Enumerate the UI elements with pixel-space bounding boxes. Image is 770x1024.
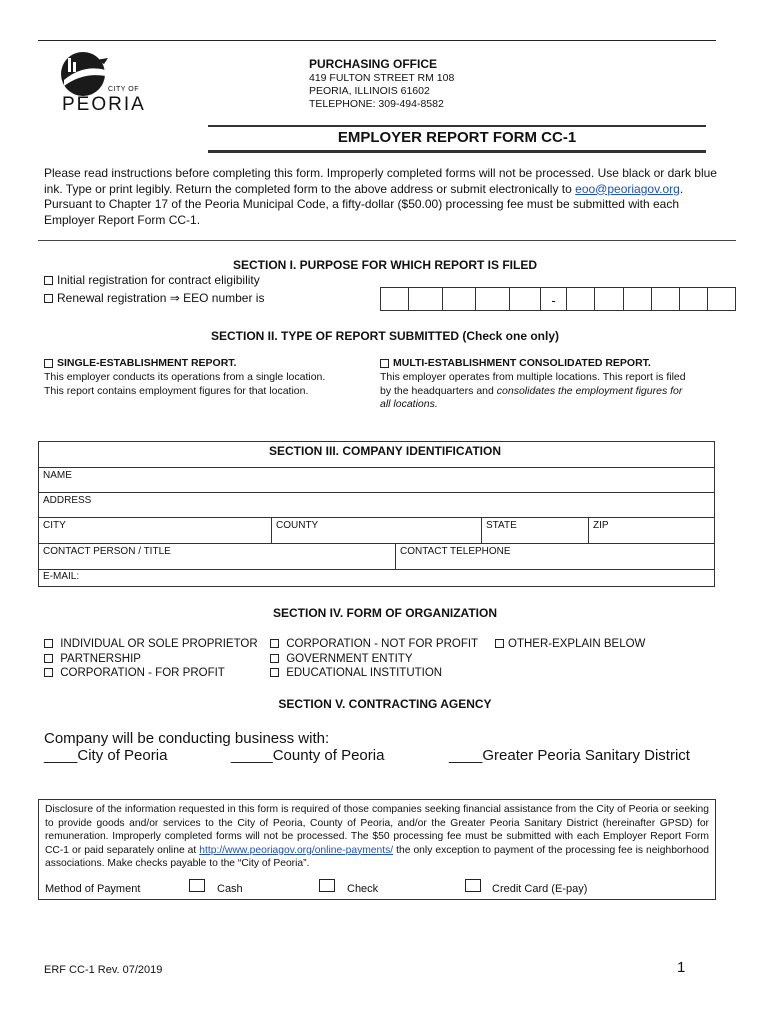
- single-text: This employer conducts its operations from a single location. This report contains employment figures for that location.: [44, 371, 326, 397]
- state-field[interactable]: [481, 517, 589, 544]
- intro-rule: [38, 240, 736, 241]
- multi-text-b: consolidates the employment figures for all locations.: [380, 384, 683, 410]
- disclosure-part1: Disclosure of the information requested in this form is required of those companies seeking financial assistance from the City of Peoria or seeking to provide goods and/or services to the City of Peoria, County of Peoria, and/or the Greater Peoria Sanitary District (hereinafter GPSD) for remuneration. Improperly completed forms will not be processed. The $50 processing fee must be submitted with each Employer Report Form CC-1 or paid separately online at: [45, 804, 709, 856]
- intro-text: [44, 166, 728, 228]
- intro-part2: . Pursuant to Chapter 17 of the Peoria Municipal Code, a fifty-dollar ($50.00) processing fee must be submitted with each Employer Report Form CC-1.: [44, 181, 684, 227]
- org-option[interactable]: [44, 637, 258, 652]
- agency-lead: Company will be conducting business with:: [44, 730, 330, 747]
- office-address-2: PEORIA, ILLINOIS 61602: [309, 85, 430, 97]
- credit-card-label: Credit Card (E-pay): [492, 883, 588, 895]
- logo-city-of: CITY OF: [108, 86, 139, 93]
- single-checkbox[interactable]: [44, 359, 53, 368]
- name-label: NAME: [43, 470, 72, 481]
- section2-title: SECTION II. TYPE OF REPORT SUBMITTED (Check one only): [210, 329, 560, 343]
- multi-establishment-option[interactable]: [380, 357, 700, 412]
- county-label: COUNTY: [276, 520, 319, 531]
- single-establishment-option[interactable]: [44, 357, 344, 398]
- org-option[interactable]: [44, 666, 258, 681]
- org-col2: [270, 637, 478, 681]
- eeo-digit-box[interactable]: [566, 287, 595, 311]
- org-option[interactable]: [270, 666, 478, 681]
- section4-title: SECTION IV. FORM OF ORGANIZATION: [272, 606, 497, 620]
- disclosure-box: [38, 799, 716, 900]
- org-label: PARTNERSHIP: [60, 652, 141, 665]
- peoria-logo: [56, 50, 156, 116]
- opt-renewal-registration[interactable]: [44, 291, 264, 305]
- eeo-digit-box[interactable]: [651, 287, 680, 311]
- multi-checkbox[interactable]: [380, 359, 389, 368]
- intro-email-link[interactable]: eoo@peoriagov.org: [575, 181, 680, 196]
- org-checkbox[interactable]: [270, 668, 279, 677]
- disclosure-part2: the only exception to payment of the processing fee is neighborhood associations. Make checks payable to the “City of Peoria”.: [45, 844, 709, 869]
- agency-gpsd-option[interactable]: ____Greater Peoria Sanitary District: [449, 747, 690, 764]
- org-checkbox[interactable]: [44, 668, 53, 677]
- org-label: CORPORATION - NOT FOR PROFIT: [286, 638, 479, 650]
- online-payments-link[interactable]: http://www.peoriagov.org/online-payments/: [199, 844, 394, 856]
- disclosure-text: [45, 803, 709, 871]
- cash-label: Cash: [217, 883, 243, 895]
- org-label: EDUCATIONAL INSTITUTION: [286, 667, 443, 679]
- org-option[interactable]: [270, 637, 478, 652]
- intro-part1: Please read instructions before completing this form. Improperly completed forms will not be processed. Use black or dark blue ink. Type or print legibly. Return the completed form to the above address or submit electronically to: [44, 166, 717, 196]
- office-name: PURCHASING OFFICE: [309, 57, 438, 71]
- county-field[interactable]: [271, 517, 482, 544]
- org-col1: [44, 637, 258, 681]
- renewal-checkbox[interactable]: [44, 294, 53, 303]
- initial-checkbox[interactable]: [44, 276, 53, 285]
- org-checkbox[interactable]: [495, 639, 504, 648]
- eeo-digit-box[interactable]: [442, 287, 476, 311]
- office-address-1: 419 FULTON STREET RM 108: [309, 72, 455, 84]
- org-label: INDIVIDUAL OR SOLE PROPRIETOR: [60, 638, 258, 650]
- section3-title: SECTION III. COMPANY IDENTIFICATION: [268, 444, 501, 458]
- multi-heading: MULTI-ESTABLISHMENT CONSOLIDATED REPORT.: [393, 357, 651, 369]
- address-field[interactable]: [38, 492, 715, 518]
- org-option[interactable]: [44, 652, 258, 667]
- org-label: CORPORATION - FOR PROFIT: [60, 667, 225, 679]
- multi-text: [380, 371, 692, 412]
- contact-person-label: CONTACT PERSON / TITLE: [43, 546, 171, 557]
- single-heading: SINGLE-ESTABLISHMENT REPORT.: [57, 357, 237, 369]
- eeo-digit-box[interactable]: [509, 287, 541, 311]
- check-label: Check: [347, 883, 379, 895]
- org-label: GOVERNMENT ENTITY: [286, 652, 413, 665]
- org-checkbox[interactable]: [270, 639, 279, 648]
- city-field[interactable]: [38, 517, 272, 544]
- org-checkbox[interactable]: [44, 654, 53, 663]
- section5-title: SECTION V. CONTRACTING AGENCY: [278, 697, 492, 711]
- city-label: CITY: [43, 520, 66, 531]
- section1-title: SECTION I. PURPOSE FOR WHICH REPORT IS FILED: [232, 258, 538, 272]
- multi-text-a: This employer operates from multiple locations. This report is filed by the headquarters and: [380, 371, 686, 397]
- cash-checkbox[interactable]: [189, 879, 205, 892]
- zip-field[interactable]: [588, 517, 715, 544]
- credit-card-checkbox[interactable]: [465, 879, 481, 892]
- zip-label: ZIP: [593, 520, 609, 531]
- form-title: EMPLOYER REPORT FORM CC-1: [337, 129, 577, 146]
- title-rule-bottom: [208, 150, 706, 153]
- opt-initial-label: Initial registration for contract eligibility: [57, 273, 260, 287]
- org-label: OTHER-EXPLAIN BELOW: [508, 638, 646, 650]
- contact-telephone-label: CONTACT TELEPHONE: [400, 546, 511, 557]
- logo-peoria: PEORIA: [62, 94, 146, 115]
- opt-renewal-label: Renewal registration ⇒ EEO number is: [57, 291, 265, 305]
- eeo-dash: -: [551, 293, 556, 308]
- address-label: ADDRESS: [43, 495, 92, 506]
- opt-initial-registration[interactable]: [44, 273, 260, 287]
- org-option[interactable]: [270, 652, 478, 667]
- email-field[interactable]: [38, 569, 715, 587]
- eeo-digit-box[interactable]: [475, 287, 510, 311]
- contact-telephone-field[interactable]: [395, 543, 715, 570]
- eeo-digit-box[interactable]: [540, 287, 567, 311]
- revision-label: ERF CC-1 Rev. 07/2019: [44, 964, 163, 976]
- agency-city-option[interactable]: ____City of Peoria: [44, 747, 168, 764]
- method-of-payment-label: Method of Payment: [45, 883, 141, 895]
- contact-person-field[interactable]: [38, 543, 396, 570]
- page-number: 1: [677, 959, 686, 976]
- org-checkbox[interactable]: [270, 654, 279, 663]
- eeo-digit-box[interactable]: [679, 287, 708, 311]
- eeo-digit-box[interactable]: [707, 287, 736, 311]
- org-col3[interactable]: [495, 637, 645, 652]
- agency-county-option[interactable]: _____County of Peoria: [231, 747, 385, 764]
- title-rule-top: [208, 125, 706, 127]
- check-checkbox[interactable]: [319, 879, 335, 892]
- state-label: STATE: [486, 520, 517, 531]
- name-field[interactable]: [38, 467, 715, 493]
- eeo-digit-box[interactable]: [408, 287, 443, 311]
- top-rule: [38, 40, 716, 41]
- eeo-digit-box[interactable]: [623, 287, 652, 311]
- office-phone: TELEPHONE: 309-494-8582: [309, 98, 444, 110]
- email-label: E-MAIL:: [43, 571, 80, 582]
- eeo-digit-box[interactable]: [594, 287, 624, 311]
- org-checkbox[interactable]: [44, 639, 53, 648]
- eeo-digit-box[interactable]: [380, 287, 409, 311]
